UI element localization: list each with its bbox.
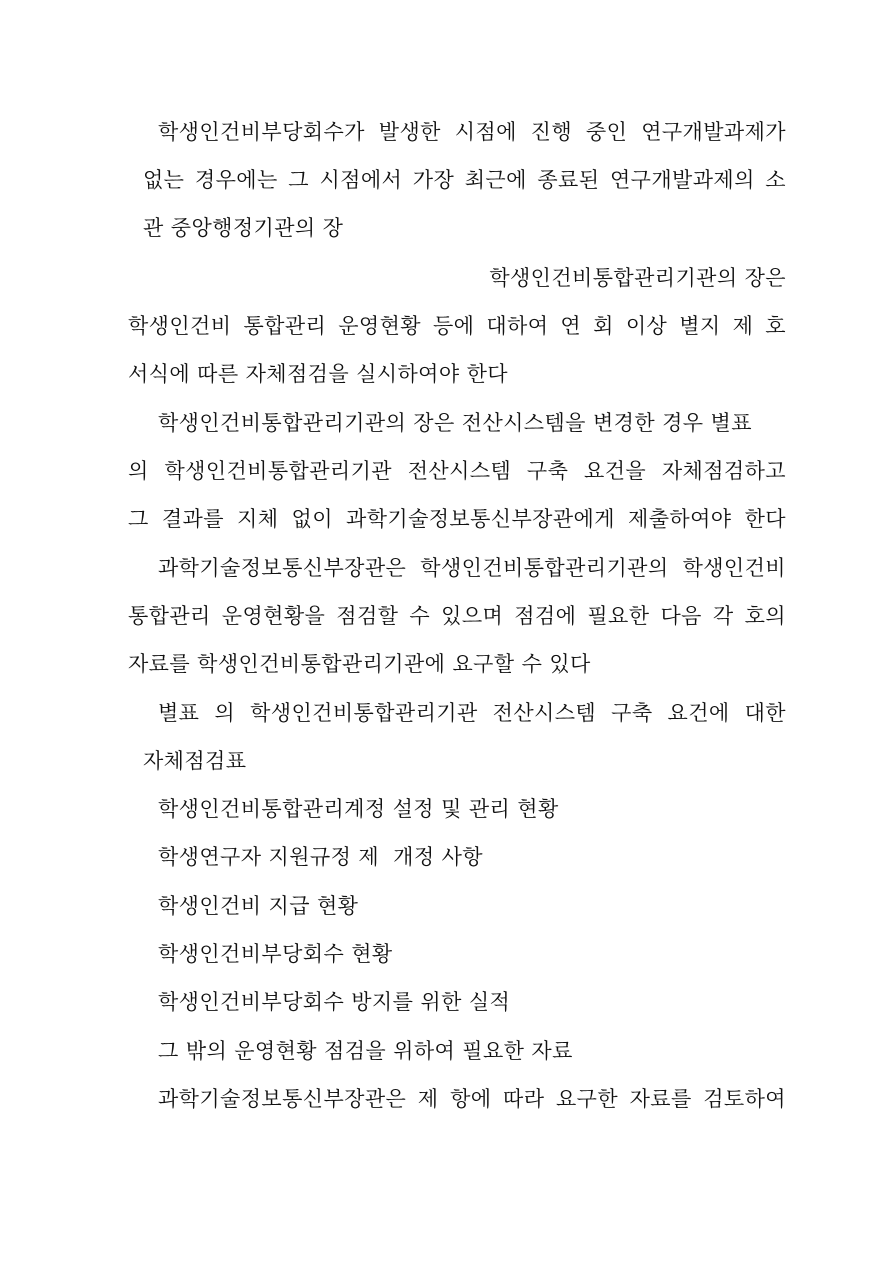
text-line-20: 그 밖의 운영현황 점검을 위하여 필요한 자료 [158, 1039, 573, 1063]
text-line-12: 자료를 학생인건비통합관리기관에 요구할 수 있다 [128, 652, 591, 676]
text-line-19: 학생인건비부당회수 방지를 위한 실적 [158, 990, 511, 1014]
text-line-9: 그 결과를 지체 없이 과학기술정보통신부장관에게 제출하여야 한다 [128, 507, 786, 531]
text-line-7: 학생인건비통합관리기관의 장은 전산시스템을 변경한 경우 별표 [158, 411, 752, 435]
text-line-17: 학생인건비 지급 현황 [158, 894, 359, 918]
text-line-2: 없는 경우에는 그 시점에서 가장 최근에 종료된 연구개발과제의 소 [143, 168, 786, 192]
text-line-5: 학생인건비 통합관리 운영현황 등에 대하여 연 회 이상 별지 제 호 [128, 314, 786, 338]
text-line-16: 학생연구자 지원규정 제 개정 사항 [158, 845, 483, 869]
text-line-10: 과학기술정보통신부장관은 학생인건비통합관리기관의 학생인건비 [158, 556, 786, 580]
text-line-4: 학생인건비통합관리기관의 장은 [489, 266, 786, 290]
text-line-1: 학생인건비부당회수가 발생한 시점에 진행 중인 연구개발과제가 [158, 120, 786, 144]
text-line-18: 학생인건비부당회수 현황 [158, 942, 393, 966]
text-line-21: 과학기술정보통신부장관은 제 항에 따라 요구한 자료를 검토하여 [158, 1087, 786, 1111]
text-line-11: 통합관리 운영현황을 점검할 수 있으며 점검에 필요한 다음 각 호의 [128, 604, 786, 628]
text-line-3: 관 중앙행정기관의 장 [143, 216, 344, 240]
text-line-13: 별표 의 학생인건비통합관리기관 전산시스템 구축 요건에 대한 [158, 701, 786, 725]
text-line-8: 의 학생인건비통합관리기관 전산시스템 구축 요건을 자체점검하고 [128, 459, 786, 483]
text-line-14: 자체점검표 [143, 749, 247, 773]
text-line-15: 학생인건비통합관리계정 설정 및 관리 현황 [158, 797, 559, 821]
text-line-6: 서식에 따른 자체점검을 실시하여야 한다 [128, 362, 508, 386]
